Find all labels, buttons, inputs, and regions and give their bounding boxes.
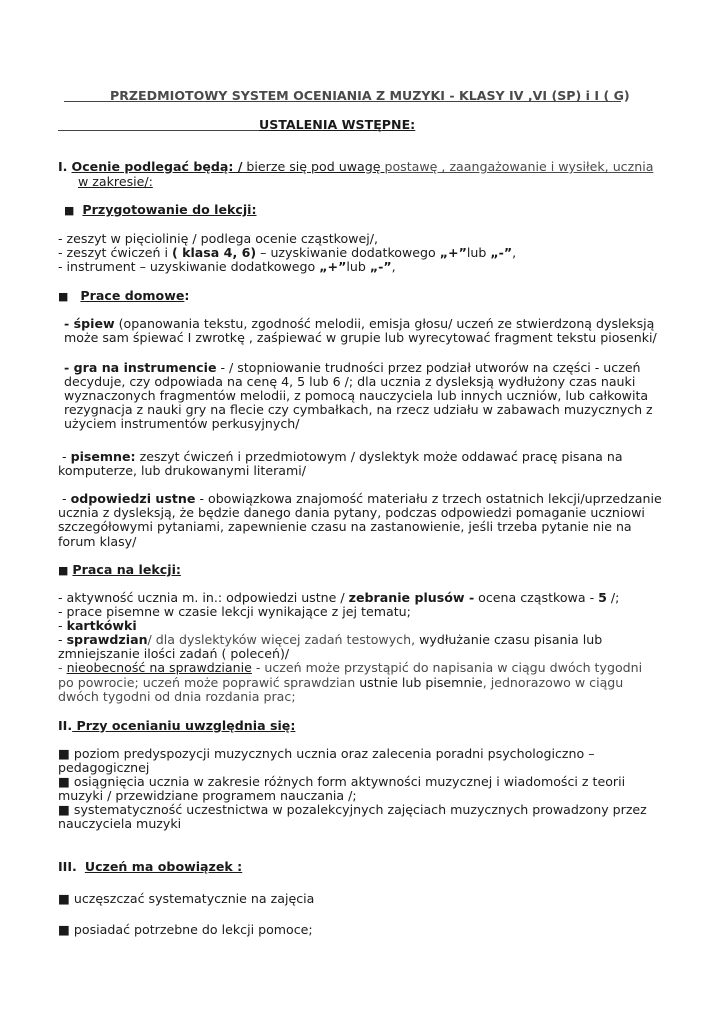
section-3-heading-line: [58, 860, 242, 874]
classwork-line-6-c: - uczeń może przystąpić do napisania w ciągu dwóch tygodni: [251, 660, 643, 675]
prep-line-1: - zeszyt w pięciolinię / podlega ocenie cząstkowej/,: [58, 231, 378, 246]
prep-heading-line: [64, 203, 257, 218]
classwork-line-3-a: -: [58, 618, 67, 633]
classwork-line-7-b: ustnie lub pisemnie: [359, 675, 483, 690]
prep-line-3-a: - instrument – uzyskiwanie dodatkowego: [58, 259, 320, 274]
classwork-line-6-a: -: [58, 660, 67, 675]
classwork-line-7: [58, 676, 623, 690]
section-1-heading-line: [58, 160, 653, 174]
classwork-line-2: - prace pisemne w czasie lekcji wynikające z jej tematu;: [58, 604, 411, 619]
homework-heading: Prace domowe: [80, 288, 185, 303]
classwork-heading-line: [58, 563, 181, 578]
prep-line-2-comma: ,: [512, 245, 517, 260]
classwork-line-1-a: - aktywność ucznia m. in.: odpowiedzi ustne /: [58, 590, 349, 605]
section-1-number: I.: [58, 159, 68, 174]
classwork-line-1: [58, 591, 619, 605]
instrument-text-1: - / stopniowanie trudności przez podział utworów na części - uczeń: [216, 360, 641, 375]
section-3-item-2: ■ posiadać potrzebne do lekcji pomoce;: [58, 922, 313, 937]
section-2-bullet-1-line-2: pedagogicznej: [58, 760, 150, 775]
section-3-item-1: ■ uczęszczać systematycznie na zajęcia: [58, 891, 315, 906]
section-2-bullet-1-line-1: ■ poziom predyspozycji muzycznych ucznia oraz zalecenia poradni psychologiczno –: [58, 746, 595, 761]
section-1-intro-a: bierze się pod uwagę: [242, 159, 385, 174]
oral-line-1: - odpowiedzi ustne - obowiązkowa znajomość materiału z trzech ostatnich lekcji/uprzedzanie: [58, 491, 662, 506]
classwork-line-6-absence: nieobecność na sprawdzianie: [66, 660, 252, 675]
square-bullet-icon: ■: [64, 204, 75, 217]
section-2-bullet-2-line-1: ■ osiągnięcia ucznia w zakresie różnych form aktywności muzycznej i wiadomości z teorii: [58, 774, 626, 789]
section-2-bullet-3-line-1: ■ systematyczność uczestnictwa w pozalekcyjnych zajęciach muzycznych prowadzony przez: [58, 802, 647, 817]
classwork-heading: Praca na lekcji:: [72, 562, 181, 577]
section-1-intro-line2: w zakresie/:: [78, 174, 153, 189]
prep-line-2-plus: „+”: [439, 245, 467, 260]
classwork-line-7-c: , jednorazowo w ciągu: [482, 675, 624, 690]
written-line-2: komputerze, lub drukowanymi literami/: [58, 463, 307, 478]
oral-label: odpowiedzi ustne: [70, 491, 196, 506]
classwork-line-1-plus: zebranie plusów -: [348, 590, 475, 605]
written-text-1: zeszyt ćwiczeń i przedmiotowym / dyslektyk może oddawać pracę pisana na: [135, 449, 623, 464]
classwork-line-4: [58, 633, 602, 647]
square-bullet-icon: ■: [58, 290, 69, 303]
instrument-line-4: rezygnacja z nauki gry na flecie czy cymbałkach, na rzecz udziału w zabawach muzycznych z: [64, 402, 653, 417]
singing-line-2: może sam śpiewać I zwrotkę , zaśpiewać w grupie lub wyrecytować fragment tekstu piosenki/: [64, 330, 657, 345]
section-3-heading: Uczeń ma obowiązek :: [84, 859, 243, 874]
prep-line-2-minus: „-”: [490, 245, 513, 260]
written-label: pisemne:: [70, 449, 136, 464]
classwork-line-4-a: -: [58, 632, 67, 647]
classwork-line-6: [58, 661, 642, 675]
homework-heading-colon: :: [184, 288, 190, 303]
section-3-number: III.: [58, 859, 77, 874]
classwork-line-8: dwóch tygodni od dnia rozdania prac;: [58, 689, 296, 704]
classwork-line-5: zmniejszanie ilości zadań ( poleceń)/: [58, 646, 290, 661]
classwork-line-4-d: wydłużanie czasu pisania lub: [419, 632, 603, 647]
singing-text-1: (opanowania tekstu, zgodność melodii, emisja głosu/ uczeń ze stwierdzoną dysleksją: [114, 316, 655, 331]
prep-line-3: [58, 260, 396, 274]
classwork-line-3-quiz: kartkówki: [66, 618, 137, 633]
written-line-1: - pisemne: zeszyt ćwiczeń i przedmiotowym / dyslektyk może oddawać pracę pisana na: [58, 449, 623, 464]
instrument-line-2: decyduje, czy odpowiada na cenę 4, 5 lub 6 /; dla ucznia z dysleksją wydłużony czas nauki: [64, 374, 636, 389]
oral-text-1: - obowiązkowa znajomość materiału z trzech ostatnich lekcji/uprzedzanie: [195, 491, 662, 506]
document-title: PRZEDMIOTOWY SYSTEM OCENIANIA Z MUZYKI - KLASY IV ,VI (SP) i I ( G): [110, 88, 630, 103]
section-2-bullet-3-line-2: nauczyciela muzyki: [58, 816, 182, 831]
section-2-number: II.: [58, 718, 73, 733]
section-2-bullet-2-line-2: muzyki / przewidziane programem nauczania /;: [58, 788, 357, 803]
section-1-intro-b: postawę , zaangażowanie i wysiłek,: [384, 159, 609, 174]
classwork-line-3: [58, 619, 137, 633]
section-2-heading-line: [58, 719, 295, 733]
prep-line-2-a: - zeszyt ćwiczeń i: [58, 245, 172, 260]
section-2-heading: Przy ocenianiu uwzględnia się:: [72, 718, 296, 733]
square-bullet-icon: ■: [58, 564, 69, 577]
document-subtitle: USTALENIA WSTĘPNE:: [259, 117, 416, 132]
classwork-line-1-e: /;: [606, 590, 620, 605]
instrument-label: - gra na instrumencie: [64, 360, 217, 375]
prep-line-2-class: ( klasa 4, 6): [171, 245, 257, 260]
section-1-heading: Ocenie podlegać będą: /: [71, 159, 243, 174]
instrument-line-5: użyciem instrumentów perkusyjnych/: [64, 416, 300, 431]
prep-line-3-plus: „+”: [319, 259, 347, 274]
classwork-line-1-c: ocena cząstkowa -: [474, 590, 599, 605]
prep-line-2-or: lub: [466, 245, 491, 260]
classwork-line-1-grade: 5: [598, 590, 607, 605]
instrument-line-3: wyznaczonych fragmentów melodii, z pomocą nauczyciela lub innych uczniów, lub całkowita: [64, 388, 649, 403]
oral-line-3: szczegółowymi pytaniami, zapewnienie czasu na zastanowienie, jeśli trzeba pytanie nie na: [58, 519, 632, 534]
prep-line-3-or: lub: [346, 259, 370, 274]
prep-heading: Przygotowanie do lekcji:: [82, 202, 257, 217]
singing-label: - śpiew: [64, 316, 115, 331]
homework-heading-line: [58, 289, 189, 304]
classwork-line-7-a: po powrocie; uczeń może poprawić sprawdzian: [58, 675, 360, 690]
prep-line-2: [58, 246, 516, 260]
singing-line-1: [64, 317, 654, 331]
oral-line-2: ucznia z dysleksją, że będzie danego dania pytany, podczas odpowiedzi pomaganie uczniowi: [58, 505, 645, 520]
prep-line-3-comma: ,: [391, 259, 396, 274]
section-1-intro-c: ucznia: [608, 159, 654, 174]
prep-line-3-minus: „-”: [369, 259, 392, 274]
prep-line-2-c: – uzyskiwanie dodatkowego: [256, 245, 440, 260]
classwork-line-4-test: sprawdzian: [66, 632, 148, 647]
instrument-line-1: [64, 361, 641, 375]
classwork-line-4-c: / dla dyslektyków więcej zadań testowych,: [147, 632, 420, 647]
oral-line-4: forum klasy/: [58, 534, 137, 549]
